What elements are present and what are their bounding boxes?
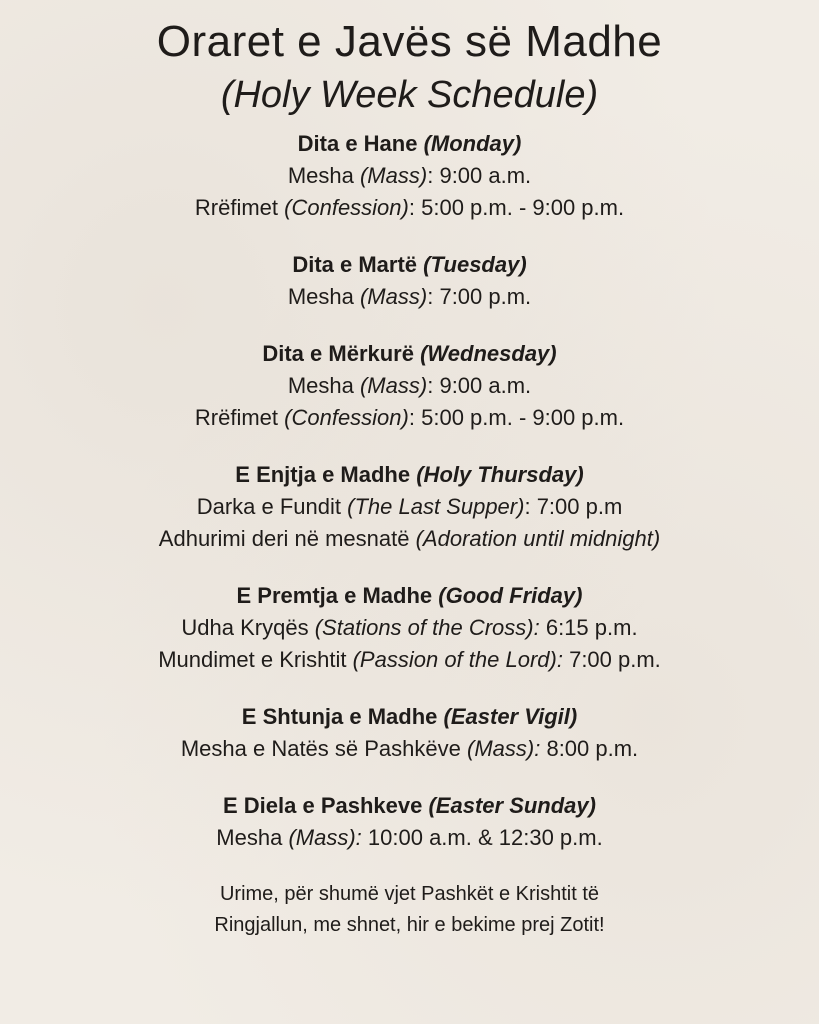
schedule-line bbox=[0, 523, 819, 555]
service-name: Mesha bbox=[287, 163, 354, 188]
day-good-friday bbox=[0, 580, 819, 676]
day-name: E Enjtja e Madhe bbox=[235, 462, 411, 487]
day-monday bbox=[0, 128, 819, 224]
day-heading bbox=[0, 338, 819, 370]
page-title: Oraret e Javës së Madhe bbox=[156, 17, 663, 66]
schedule-line bbox=[0, 491, 819, 523]
service-time: 7:00 p.m. bbox=[439, 284, 532, 309]
day-name: E Premtja e Madhe bbox=[236, 583, 433, 608]
day-easter-vigil bbox=[0, 701, 819, 765]
day-heading bbox=[0, 249, 819, 281]
service-name-english: (Mass) bbox=[359, 373, 428, 398]
service-name-english: (Confession) bbox=[284, 405, 409, 430]
day-heading bbox=[0, 790, 819, 822]
service-time: 7:00 p.m bbox=[536, 494, 623, 519]
closing-line: Ringjallun, me shnet, hir e bekime prej Zotit! bbox=[214, 914, 605, 936]
service-name: Mesha bbox=[287, 373, 354, 398]
day-name-english: (Tuesday) bbox=[423, 252, 527, 277]
separator: : bbox=[524, 494, 531, 519]
service-name-english: (Adoration until midnight) bbox=[415, 526, 661, 551]
closing-greeting bbox=[0, 879, 819, 941]
service-name: Rrëfimet bbox=[194, 195, 279, 220]
service-time: 9:00 a.m. bbox=[439, 163, 532, 188]
service-name: Udha Kryqës bbox=[181, 615, 309, 640]
page-subtitle: (Holy Week Schedule) bbox=[220, 74, 599, 116]
schedule-line bbox=[0, 822, 819, 854]
schedule-line bbox=[0, 370, 819, 402]
schedule-line bbox=[0, 402, 819, 434]
day-name-english: (Good Friday) bbox=[438, 583, 583, 608]
service-time: 9:00 a.m. bbox=[439, 373, 532, 398]
day-name-english: (Wednesday) bbox=[420, 341, 557, 366]
service-name-english: (Mass) bbox=[359, 163, 428, 188]
day-name: E Diela e Pashkeve bbox=[223, 793, 423, 818]
service-name-english: (The Last Supper) bbox=[347, 494, 525, 519]
separator: : bbox=[427, 284, 434, 309]
service-name: Mesha bbox=[216, 825, 283, 850]
service-name-english: (Stations of the Cross): bbox=[314, 615, 540, 640]
service-name: Mesha bbox=[287, 284, 354, 309]
separator: : bbox=[427, 373, 434, 398]
service-time: 5:00 p.m. - 9:00 p.m. bbox=[421, 195, 625, 220]
day-name: Dita e Mërkurë bbox=[262, 341, 414, 366]
service-name-english: (Mass): bbox=[288, 825, 362, 850]
day-heading bbox=[0, 128, 819, 160]
schedule-line bbox=[0, 612, 819, 644]
service-name: Mundimet e Krishtit bbox=[158, 647, 347, 672]
schedule-line bbox=[0, 160, 819, 192]
day-heading bbox=[0, 580, 819, 612]
service-name: Darka e Fundit bbox=[196, 494, 341, 519]
closing-line: Urime, për shumë vjet Pashkët e Krishtit të bbox=[219, 883, 600, 905]
service-time: 5:00 p.m. - 9:00 p.m. bbox=[421, 405, 625, 430]
day-name-english: (Holy Thursday) bbox=[416, 462, 584, 487]
service-name-english: (Mass): bbox=[467, 736, 541, 761]
day-name: E Shtunja e Madhe bbox=[241, 704, 438, 729]
schedule-line bbox=[0, 281, 819, 313]
service-time: 6:15 p.m. bbox=[545, 615, 638, 640]
day-heading bbox=[0, 459, 819, 491]
service-time: 8:00 p.m. bbox=[546, 736, 639, 761]
schedule-line bbox=[0, 733, 819, 765]
service-name-english: (Passion of the Lord): bbox=[352, 647, 563, 672]
day-easter-sunday bbox=[0, 790, 819, 854]
separator: : bbox=[408, 195, 415, 220]
service-name-english: (Mass) bbox=[359, 284, 428, 309]
schedule-line bbox=[0, 644, 819, 676]
service-time: 10:00 a.m. & 12:30 p.m. bbox=[367, 825, 603, 850]
day-holy-thursday bbox=[0, 459, 819, 555]
service-name-english: (Confession) bbox=[284, 195, 409, 220]
day-name: Dita e Hane bbox=[297, 131, 418, 156]
day-heading bbox=[0, 701, 819, 733]
separator: : bbox=[408, 405, 415, 430]
day-name-english: (Monday) bbox=[423, 131, 522, 156]
day-name-english: (Easter Vigil) bbox=[443, 704, 578, 729]
service-name: Adhurimi deri në mesnatë bbox=[158, 526, 410, 551]
day-tuesday bbox=[0, 249, 819, 313]
day-wednesday bbox=[0, 338, 819, 434]
service-name: Rrëfimet bbox=[194, 405, 279, 430]
service-time: 7:00 p.m. bbox=[569, 647, 661, 672]
service-name: Mesha e Natës së Pashkëve bbox=[180, 736, 461, 761]
separator: : bbox=[427, 163, 434, 188]
day-name: Dita e Martë bbox=[292, 252, 418, 277]
day-name-english: (Easter Sunday) bbox=[428, 793, 596, 818]
schedule-line bbox=[0, 192, 819, 224]
